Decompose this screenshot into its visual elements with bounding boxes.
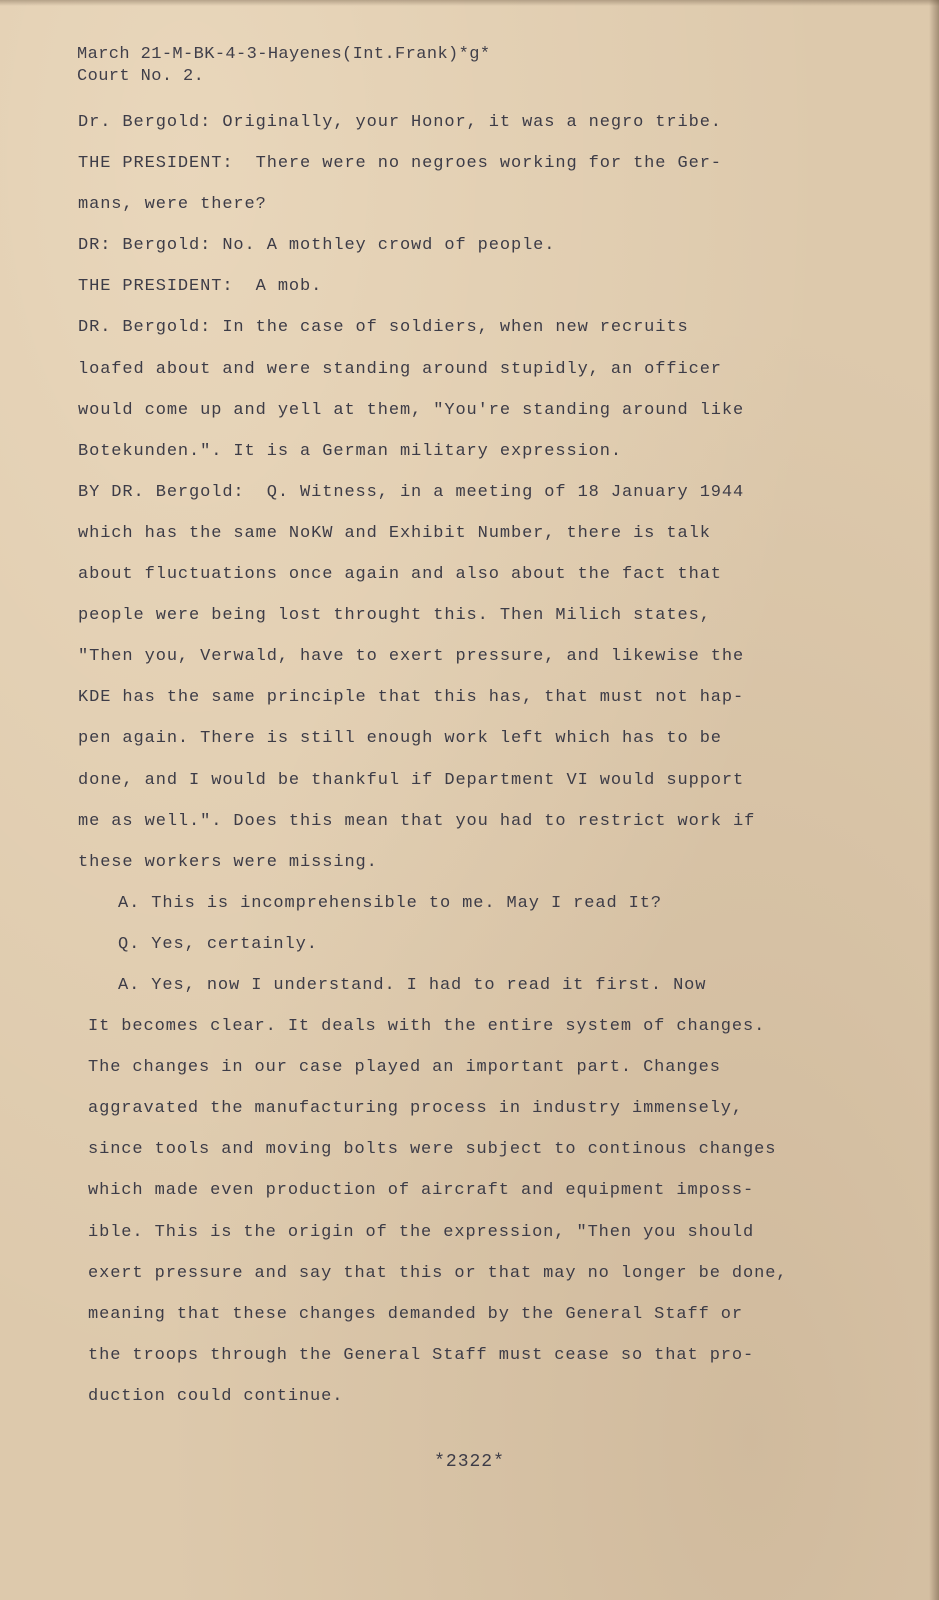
page-right-shadow bbox=[929, 0, 939, 1600]
header-court-line: Court No. 2. bbox=[77, 67, 205, 86]
transcript-line: Dr. Bergold: Originally, your Honor, it was a negro tribe. bbox=[78, 113, 722, 132]
transcript-line: The changes in our case played an important part. Changes bbox=[88, 1058, 721, 1078]
transcript-line: "Then you, Verwald, have to exert pressure, and likewise the bbox=[78, 647, 745, 667]
transcript-line: mans, were there? bbox=[78, 195, 267, 215]
transcript-line: THE PRESIDENT: A mob. bbox=[78, 277, 323, 297]
transcript-line: A. Yes, now I understand. I had to read it first. Now bbox=[118, 975, 707, 995]
transcript-line: Q. Yes, certainly. bbox=[118, 934, 318, 954]
transcript-line: BY DR. Bergold: Q. Witness, in a meeting of 18 January 1944 bbox=[78, 482, 745, 502]
transcript-line: ible. This is the origin of the expression, "Then you should bbox=[88, 1222, 755, 1242]
transcript-line: meaning that these changes demanded by the General Staff or bbox=[88, 1304, 743, 1324]
page-number: *2322* bbox=[434, 1452, 505, 1472]
transcript-line: pen again. There is still enough work left which has to be bbox=[78, 729, 722, 749]
transcript-line: people were being lost throught this. Then Milich states, bbox=[78, 606, 711, 626]
transcript-line: duction could continue. bbox=[88, 1386, 344, 1406]
transcript-line: me as well.". Does this mean that you had to restrict work if bbox=[78, 811, 756, 831]
transcript-line: which made even production of aircraft and equipment imposs- bbox=[88, 1181, 755, 1201]
transcript-line: would come up and yell at them, "You're standing around like bbox=[78, 400, 745, 420]
document-header bbox=[77, 44, 490, 88]
header-reference-line: March 21-M-BK-4-3-Hayenes(Int.Frank)*g* bbox=[77, 45, 491, 64]
transcript-line: THE PRESIDENT: There were no negroes working for the Ger- bbox=[78, 154, 722, 174]
transcript-line: done, and I would be thankful if Department VI would support bbox=[78, 770, 745, 790]
transcript-line: about fluctuations once again and also about the fact that bbox=[78, 565, 722, 585]
transcript-line: KDE has the same principle that this has, that must not hap- bbox=[78, 688, 745, 708]
transcript-line: these workers were missing. bbox=[78, 852, 378, 872]
transcript-line: A. This is incomprehensible to me. May I read It? bbox=[118, 893, 662, 913]
transcript-line: exert pressure and say that this or that may no longer be done, bbox=[88, 1263, 788, 1283]
transcript-line: loafed about and were standing around stupidly, an officer bbox=[78, 359, 722, 379]
page-top-shadow bbox=[0, 0, 939, 6]
transcript-line: since tools and moving bolts were subject to continous changes bbox=[88, 1140, 777, 1160]
transcript-body bbox=[78, 102, 868, 1417]
transcript-line: which has the same NoKW and Exhibit Number, there is talk bbox=[78, 523, 711, 543]
transcript-line: DR: Bergold: No. A mothley crowd of people. bbox=[78, 236, 556, 256]
transcript-line: Botekunden.". It is a German military expression. bbox=[78, 441, 622, 461]
transcript-line: It becomes clear. It deals with the entire system of changes. bbox=[88, 1017, 766, 1037]
transcript-line: DR. Bergold: In the case of soldiers, when new recruits bbox=[78, 318, 689, 338]
transcript-line: aggravated the manufacturing process in industry immensely, bbox=[88, 1099, 743, 1119]
transcript-line: the troops through the General Staff must cease so that pro- bbox=[88, 1345, 755, 1365]
